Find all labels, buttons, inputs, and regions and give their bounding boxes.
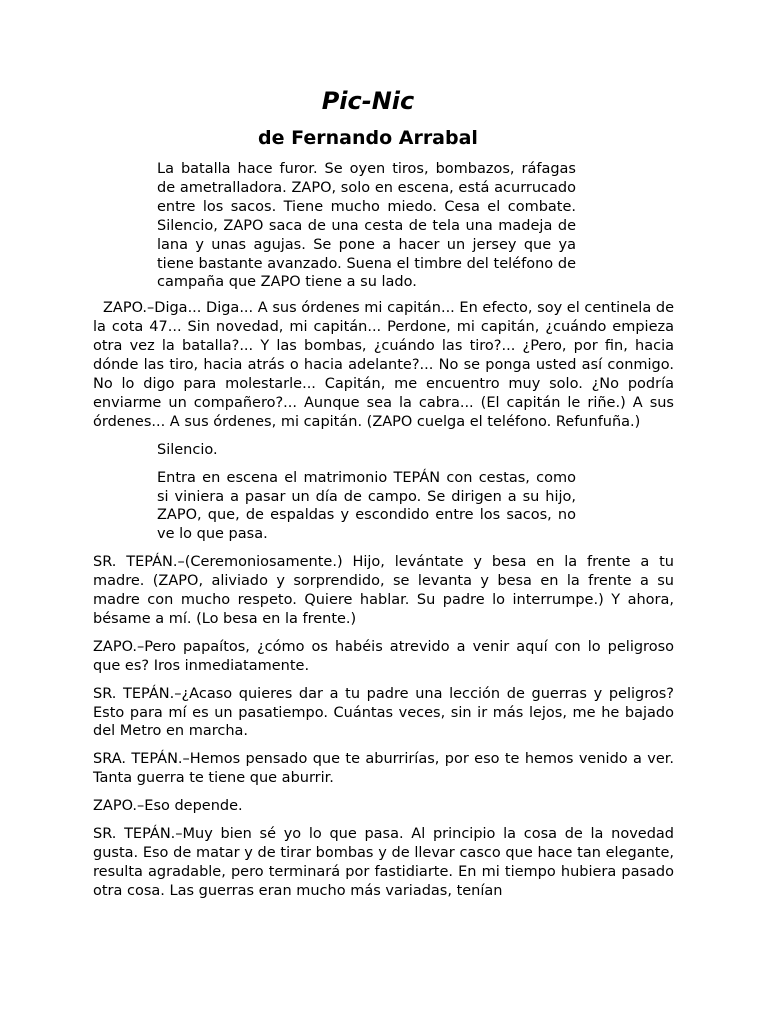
dialogue-paragraph: SR. TEPÁN.–Muy bien sé yo lo que pasa. Al principio la cosa de la novedad gusta. Eso de matar y de tirar bombas y de llevar casco que hace tan elegante, resulta agradable, pero terminará por fastidiarte. En mi tiempo hubiera pasado otra cosa. Las guerras eran mucho más variadas, tenían [93,826,674,899]
dialogue-paragraph: SRA. TEPÁN.–Hemos pensado que te aburrirías, por eso te hemos venido a ver. Tanta guerra te tiene que aburrir. [93,751,674,787]
play-text [93,160,674,910]
dialogue-paragraph: SR. TEPÁN.–(Ceremoniosamente.) Hijo, levántate y besa en la frente a tu madre. (ZAPO, aliviado y sorprendido, se levanta y besa en la frente a su madre con mucho respeto. Quiere hablar. Su padre lo interrumpe.) Y ahora, bésame a mí. (Lo besa en la frente.) [93,554,674,627]
dialogue-paragraph: ZAPO.–Eso depende. [93,798,243,815]
play-title: Pic-Nic [321,87,415,115]
stage-direction: Silencio. [157,441,218,458]
stage-direction: Entra en escena el matrimonio TEPÁN con cestas, como si viniera a pasar un día de campo. Se dirigen a su hijo, ZAPO, que, de espaldas y escondido entre los sacos, no ve lo que pasa. [157,469,576,543]
stage-direction: La batalla hace furor. Se oyen tiros, bombazos, ráfagas de ametralladora. ZAPO, solo en escena, está acurrucado entre los sacos. Tiene mucho miedo. Cesa el combate. Silencio, ZAPO saca de una cesta de tela una madeja de lana y unas agujas. Se pone a hacer un jersey que ya tiene bastante avanzado. Suena el timbre del teléfono de campaña que ZAPO tiene a su lado. [157,161,576,291]
dialogue-paragraph: ZAPO.–Diga... Diga... A sus órdenes mi capitán... En efecto, soy el centinela de la cota 47... Sin novedad, mi capitán... Perdone, mi capitán, ¿cuándo empieza otra vez la batalla?... Y las bombas, ¿cuándo las tiro?... ¿Pero, por fin, hacia dónde las tiro, hacia atrás o hacia adelante?... No se ponga usted así conmigo. No lo digo para molestarle... Capitán, me encuentro muy solo. ¿No podría enviarme un compañero?... Aunque sea la cabra... (El capitán le riñe.) A sus órdenes... A sus órdenes, mi capitán. (ZAPO cuelga el teléfono. Refunfuña.) [93,300,674,430]
dialogue-paragraph: SR. TEPÁN.–¿Acaso quieres dar a tu padre una lección de guerras y peligros? Esto para mí es un pasatiempo. Cuántas veces, sin ir más lejos, me he bajado del Metro en marcha. [93,685,674,740]
author-subtitle: de Fernando Arrabal [258,127,478,149]
dialogue-paragraph: ZAPO.–Pero papaítos, ¿cómo os habéis atrevido a venir aquí con lo peligroso que es? Iros inmediatamente. [93,638,674,674]
